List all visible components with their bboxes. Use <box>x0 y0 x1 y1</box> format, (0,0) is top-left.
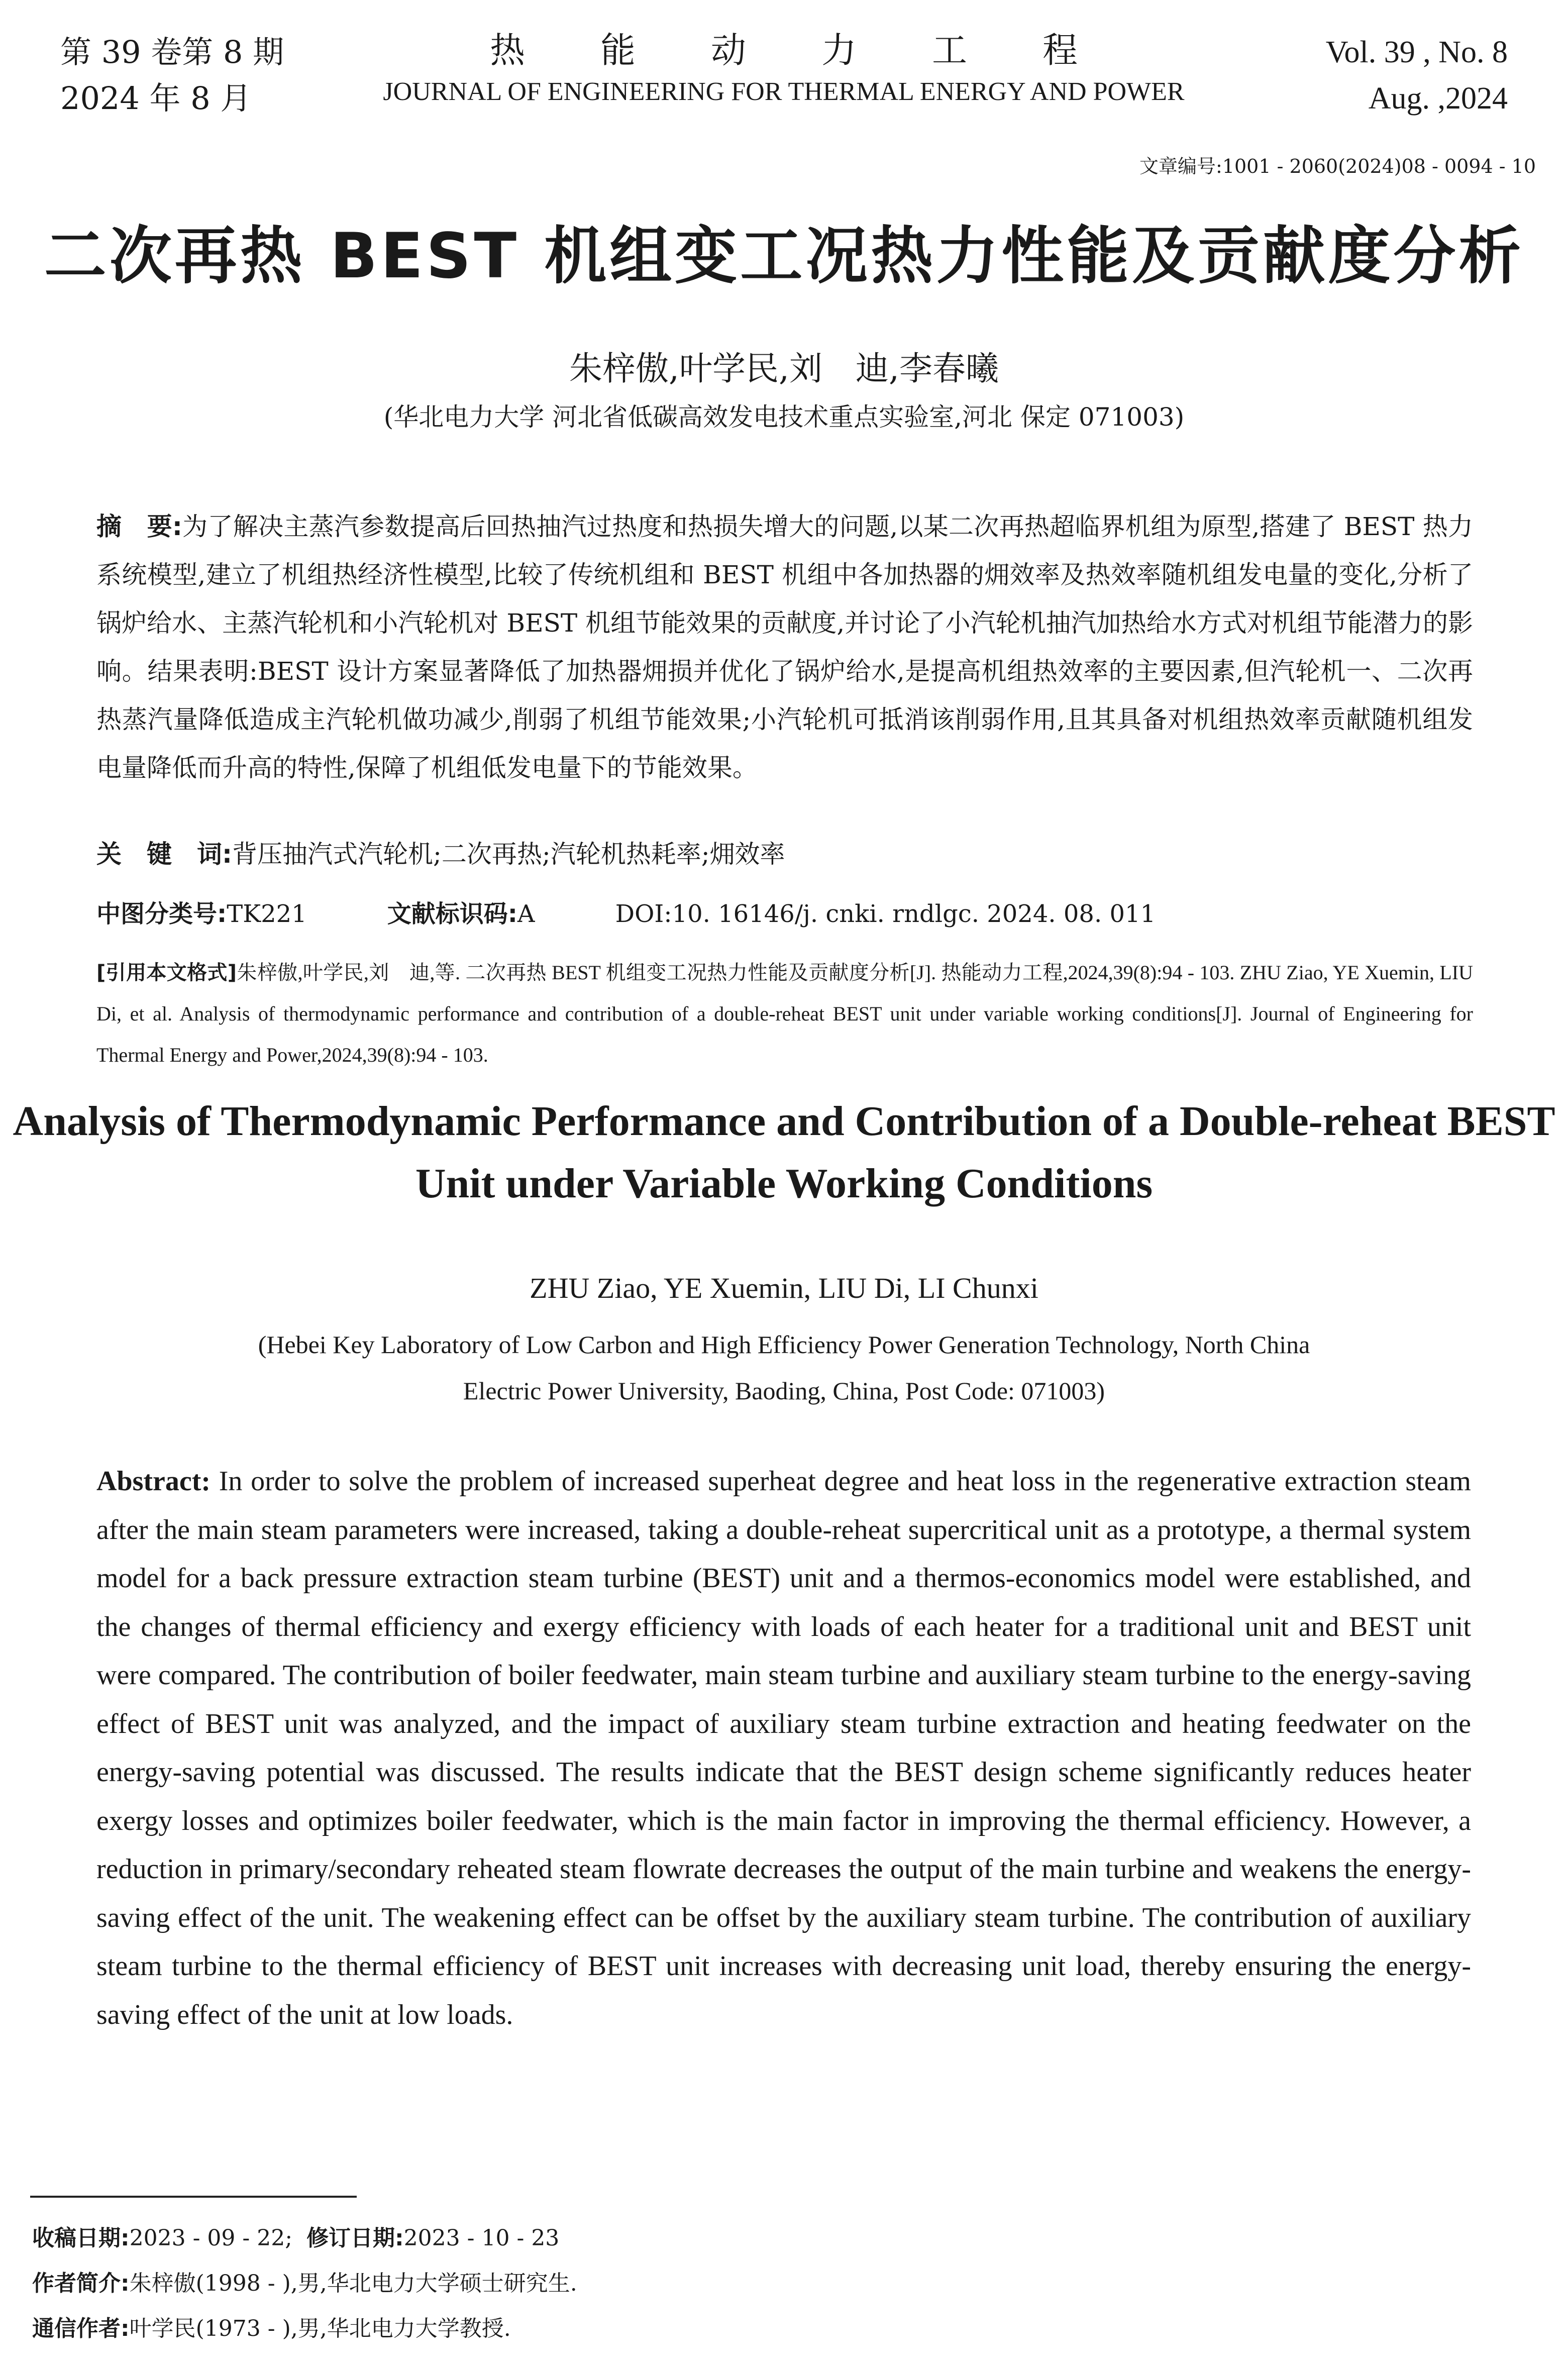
citation-block <box>96 952 1473 1076</box>
footnote-corresponding <box>32 2306 577 2351</box>
journal-name-cn: 热能动力工程 <box>490 30 1153 71</box>
footnote-divider <box>30 2196 357 2198</box>
authors-en: ZHU Ziao, YE Xuemin, LIU Di, LI Chunxi <box>530 1272 1038 1304</box>
header-date-cn: 2024 年 8 月 <box>60 80 252 117</box>
abstract-en-text: In order to solve the problem of increased superheat degree and heat loss in the regenerative extraction steam after the main steam parameters were increased, taking a double-reheat supercritical unit as a prototype, a thermal system model for a back pressure extraction steam turbine (BEST) unit and a thermos-economics model were established, and the changes of thermal efficiency and exergy efficiency with loads of each heater for a traditional unit and BEST unit were compared. The contribution of boiler feedwater, main steam turbine and auxiliary steam turbine to the energy-saving effect of BEST unit was analyzed, and the impact of auxiliary steam turbine extraction and heating feedwater on the energy-saving potential was discussed. The results indicate that the BEST design scheme significantly reduces heater exergy losses and optimizes boiler feedwater, which is the main factor in improving the thermal efficiency. However, a reduction in primary/secondary reheated steam flowrate decreases the output of the main turbine and weakens the energy-saving effect of the unit. The weakening effect can be offset by the auxiliary steam turbine. The contribution of auxiliary steam turbine to the thermal efficiency of BEST unit increases with decreasing unit load, thereby ensuring the energy-saving effect of the unit at low loads. <box>96 1466 1471 2030</box>
abstract-cn-label: 摘 要: <box>96 512 182 541</box>
abstract-cn <box>96 502 1473 792</box>
revised-label: 修订日期: <box>306 2225 404 2251</box>
author-bio-label: 作者简介: <box>32 2271 130 2296</box>
doc-code-value: A <box>517 900 535 928</box>
clc-value: TK221 <box>227 900 307 928</box>
keywords-text: 背压抽汽式汽轮机;二次再热;汽轮机热耗率;㶲效率 <box>232 840 785 869</box>
header-date-en: Aug. ,2024 <box>1368 81 1508 116</box>
received-date: 2023 - 09 - 22; <box>129 2225 293 2251</box>
footnote-dates <box>32 2216 577 2261</box>
affiliation-en-line1: (Hebei Key Laboratory of Low Carbon and High Efficiency Power Generation Technology, North China <box>258 1330 1310 1359</box>
article-number: 文章编号:1001 - 2060(2024)08 - 0094 - 10 <box>1139 155 1536 177</box>
affiliation-en <box>0 1321 1568 1414</box>
header-issue-cn <box>60 29 284 122</box>
footnotes <box>32 2216 577 2351</box>
header-volume-en: Vol. 39 , No. 8 <box>1325 35 1508 69</box>
paper-title-en: Analysis of Thermodynamic Performance and Contribution of a Double-reheat BEST Unit under Variable Working Conditions <box>13 1098 1555 1207</box>
keywords-cn <box>96 834 785 870</box>
abstract-cn-text: 为了解决主蒸汽参数提高后回热抽汽过热度和热损失增大的问题,以某二次再热超临界机组为原型,搭建了 BEST 热力系统模型,建立了机组热经济性模型,比较了传统机组和 BEST 机组中各加热器的㶲效率及热效率随机组发电量的变化,分析了锅炉给水、主蒸汽轮机和小汽轮机对 BEST 机组节能效果的贡献度,并讨论了小汽轮机抽汽加热给水方式对机组节能潜力的影响。结果表明:BEST 设计方案显著降低了加热器㶲损并优化了锅炉给水,是提高机组热效率的主要因素,但汽轮机一、二次再热蒸汽量降低造成主汽轮机做功减少,削弱了机组节能效果;小汽轮机可抵消该削弱作用,且其具备对机组热效率贡献随机组发电量降低而升高的特性,保障了机组低发电量下的节能效果。 <box>96 512 1474 782</box>
affiliation-cn: (华北电力大学 河北省低碳高效发电技术重点实验室,河北 保定 071003) <box>383 402 1185 432</box>
corresponding-author: 叶学民(1973 - ),男,华北电力大学教授. <box>129 2316 511 2341</box>
abstract-en-label: Abstract: <box>96 1466 211 1497</box>
authors-cn: 朱梓傲,叶学民,刘 迪,李春曦 <box>569 349 999 388</box>
header-issue-en <box>1326 29 1508 122</box>
received-label: 收稿日期: <box>32 2225 130 2251</box>
paper-title-cn: 二次再热 BEST 机组变工况热力性能及贡献度分析 <box>44 220 1524 292</box>
citation-label: [引用本文格式] <box>96 961 237 984</box>
keywords-label: 关 键 词: <box>96 840 232 869</box>
header-volume-cn: 第 39 卷第 8 期 <box>60 34 284 70</box>
clc-label: 中图分类号: <box>96 900 227 928</box>
abstract-en <box>96 1457 1471 2039</box>
citation-text: 朱梓傲,叶学民,刘 迪,等. 二次再热 BEST 机组变工况热力性能及贡献度分析[J]. 热能动力工程,2024,39(8):94 - 103. ZHU Ziao, YE Xuemin, LIU Di, et al. Analysis of thermodynamic performance and contribution of a double-reheat BEST unit under variable working conditions[J]. Journal of Engineering for Thermal Energy and Power,2024,39(8):94 - 103. <box>96 961 1474 1066</box>
journal-masthead <box>352 26 1216 110</box>
footnote-author <box>32 2261 577 2306</box>
affiliation-en-line2: Electric Power University, Baoding, China, Post Code: 071003) <box>463 1377 1105 1405</box>
corresponding-label: 通信作者: <box>32 2316 130 2341</box>
classification-line <box>96 894 1156 929</box>
author-bio: 朱梓傲(1998 - ),男,华北电力大学硕士研究生. <box>129 2271 577 2296</box>
revised-date: 2023 - 10 - 23 <box>403 2225 560 2251</box>
doi: DOI:10. 16146/j. cnki. rndlgc. 2024. 08. 011 <box>615 900 1156 928</box>
journal-name-en: JOURNAL OF ENGINEERING FOR THERMAL ENERGY AND POWER <box>383 77 1185 106</box>
doc-code-label: 文献标识码: <box>387 900 517 928</box>
